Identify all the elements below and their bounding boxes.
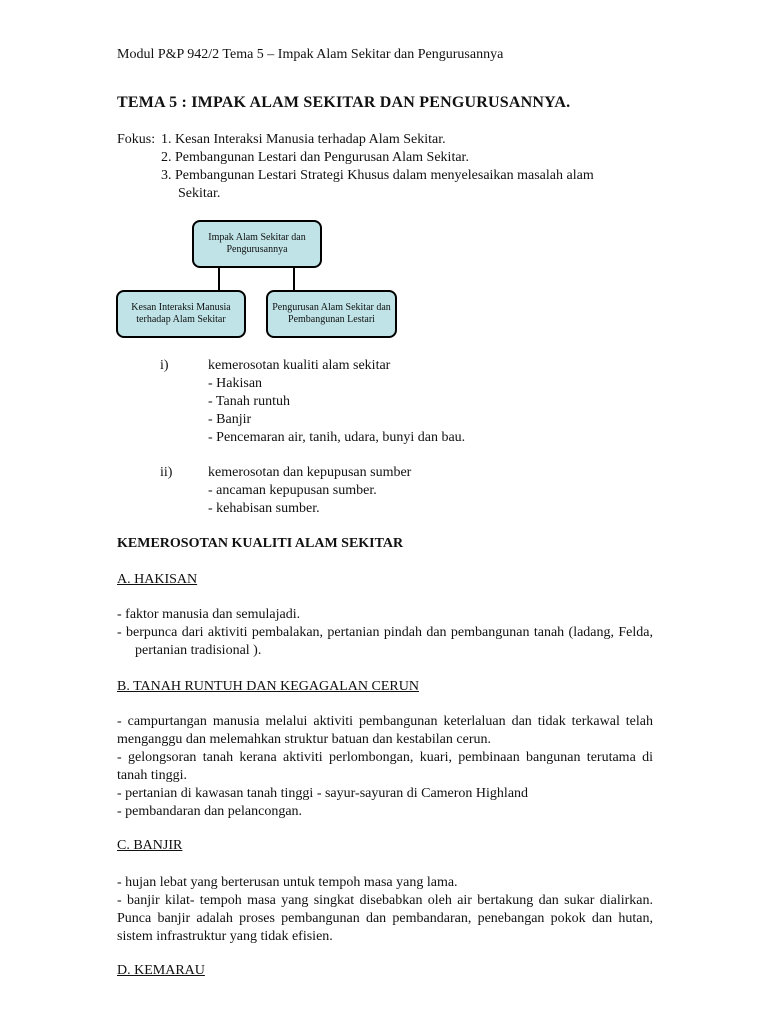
list-i-item: - Tanah runtuh <box>208 394 290 409</box>
section-a-body <box>117 606 653 660</box>
list-ii-number: ii) <box>160 465 173 480</box>
fokus-item-3-cont: Sekitar. <box>178 186 221 201</box>
section-c-point: - banjir kilat- tempoh masa yang singkat disebabkan oleh air bertakung dan sukar dialirkan. Punca banjir adalah proses pembangunan dan pembandaran, penebangan pokok dan hutan, sistem infrastruktur yang tidak efisien. <box>117 893 653 944</box>
list-i-number: i) <box>160 358 169 373</box>
list-ii-title: kemerosotan dan kepupusan sumber <box>208 465 412 480</box>
section-a-heading: A. HAKISAN <box>117 572 198 587</box>
list-i-item: - Banjir <box>208 412 252 427</box>
list-i-item: - Hakisan <box>208 376 263 391</box>
section-b-point: - campurtangan manusia melalui aktiviti pembangunan keterlaluan dan tidak terkawal telah menganggu dan melemahkan struktur batuan dan kestabilan cerun. <box>117 714 653 747</box>
section-b-point: - pertanian di kawasan tanah tinggi - sayur-sayuran di Cameron Highland <box>117 786 529 801</box>
section-d-heading: D. KEMARAU <box>117 963 205 978</box>
section-b-point: - pembandaran dan pelancongan. <box>117 804 303 819</box>
fokus-item-2: 2. Pembangunan Lestari dan Pengurusan Alam Sekitar. <box>161 150 469 165</box>
diagram-connector-right <box>293 268 295 290</box>
diagram-right-box: Pengurusan Alam Sekitar dan Pembangunan Lestari <box>266 290 397 338</box>
list-ii-block <box>208 464 411 518</box>
section-c-body <box>117 874 653 946</box>
diagram-root-box: Impak Alam Sekitar dan Pengurusannya <box>192 220 322 268</box>
list-i-block <box>208 357 465 447</box>
section-b-body <box>117 713 653 821</box>
section-b-heading: B. TANAH RUNTUH DAN KEGAGALAN CERUN <box>117 679 419 694</box>
section-b-point: - gelongsoran tanah kerana aktiviti perlombongan, kuari, pembinaan bangunan terutama di tanah tinggi. <box>117 750 653 783</box>
fokus-label: Fokus: <box>117 132 156 147</box>
diagram-left-box: Kesan Interaksi Manusia terhadap Alam Sekitar <box>116 290 246 338</box>
list-i-item: - Pencemaran air, tanih, udara, bunyi dan bau. <box>208 430 466 445</box>
list-ii-item: - kehabisan sumber. <box>208 501 320 516</box>
page-title: TEMA 5 : IMPAK ALAM SEKITAR DAN PENGURUSANNYA. <box>117 94 571 111</box>
list-i-title: kemerosotan kualiti alam sekitar <box>208 358 391 373</box>
fokus-block <box>117 131 594 203</box>
section-c-heading: C. BANJIR <box>117 838 183 853</box>
section-heading: KEMEROSOTAN KUALITI ALAM SEKITAR <box>117 536 404 551</box>
fokus-item-3: 3. Pembangunan Lestari Strategi Khusus dalam menyelesaikan masalah alam <box>161 168 594 183</box>
fokus-item-1: 1. Kesan Interaksi Manusia terhadap Alam Sekitar. <box>161 132 446 147</box>
section-a-point: - berpunca dari aktiviti pembalakan, pertanian pindah dan pembangunan tanah (ladang, Felda, pertanian tradisional ). <box>117 625 653 658</box>
diagram-connector-left <box>218 268 220 290</box>
page-header: Modul P&P 942/2 Tema 5 – Impak Alam Sekitar dan Pengurusannya <box>117 47 504 62</box>
section-c-point: - hujan lebat yang berterusan untuk tempoh masa yang lama. <box>117 875 458 890</box>
list-ii-item: - ancaman kepupusan sumber. <box>208 483 377 498</box>
section-a-point: - faktor manusia dan semulajadi. <box>117 607 301 622</box>
